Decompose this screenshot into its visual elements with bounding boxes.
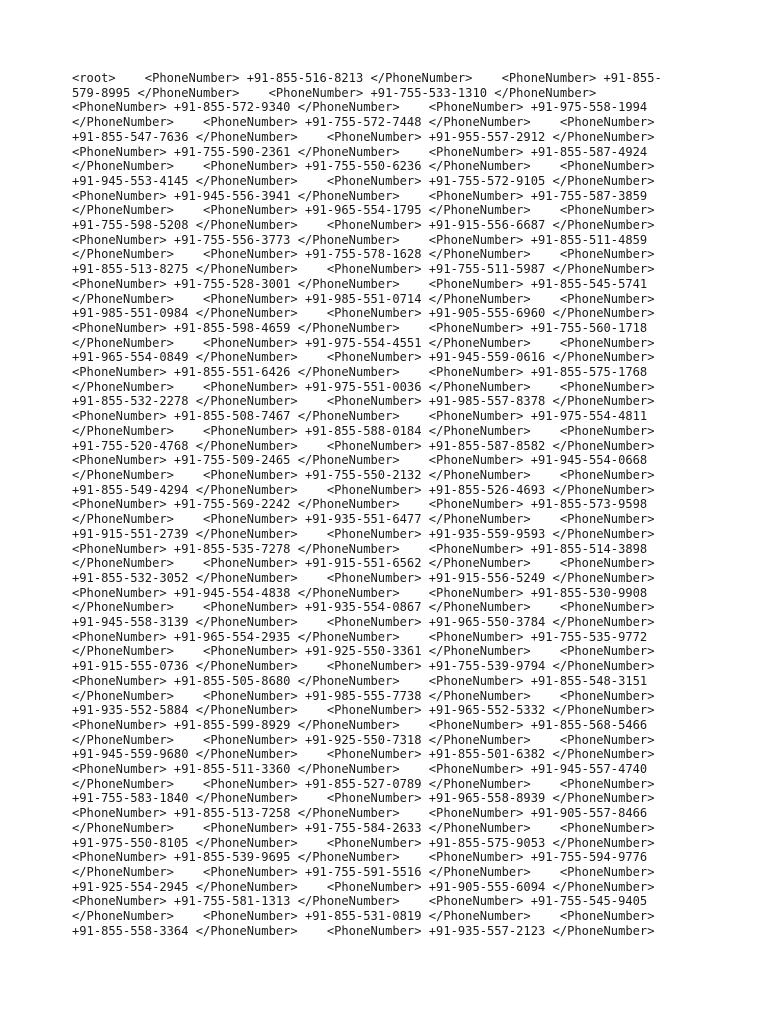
text-line: <PhoneNumber> +91-755-590-2361 </PhoneNumber> <PhoneNumber> +91-855-587-4924 [72,144,648,159]
text-line: +91-965-554-0849 </PhoneNumber> <PhoneNumber> +91-945-559-0616 </PhoneNumber> [72,350,655,365]
text-line: +91-915-551-2739 </PhoneNumber> <PhoneNumber> +91-935-559-9593 </PhoneNumber> [72,526,655,541]
text-line: <PhoneNumber> +91-855-535-7278 </PhoneNumber> <PhoneNumber> +91-855-514-3898 [72,541,648,556]
text-line: </PhoneNumber> <PhoneNumber> +91-855-531-0819 </PhoneNumber> <PhoneNumber> [72,909,655,924]
text-line: +91-935-552-5884 </PhoneNumber> <PhoneNumber> +91-965-552-5332 </PhoneNumber> [72,703,655,718]
text-line: </PhoneNumber> <PhoneNumber> +91-855-527-0789 </PhoneNumber> <PhoneNumber> [72,776,655,791]
text-line: </PhoneNumber> <PhoneNumber> +91-985-551-0714 </PhoneNumber> <PhoneNumber> [72,291,655,306]
text-line: +91-985-551-0984 </PhoneNumber> <PhoneNumber> +91-905-555-6960 </PhoneNumber> [72,306,655,321]
text-line: </PhoneNumber> <PhoneNumber> +91-925-550-3361 </PhoneNumber> <PhoneNumber> [72,644,655,659]
text-line: +91-855-547-7636 </PhoneNumber> <PhoneNumber> +91-955-557-2912 </PhoneNumber> [72,129,655,144]
text-line: <PhoneNumber> +91-965-554-2935 </PhoneNumber> <PhoneNumber> +91-755-535-9772 [72,629,648,644]
text-line: <PhoneNumber> +91-855-508-7467 </PhoneNumber> <PhoneNumber> +91-975-554-4811 [72,409,648,424]
text-line: <PhoneNumber> +91-945-554-4838 </PhoneNumber> <PhoneNumber> +91-855-530-9908 [72,585,648,600]
text-line: <PhoneNumber> +91-855-598-4659 </PhoneNumber> <PhoneNumber> +91-755-560-1718 [72,320,648,335]
text-line: <PhoneNumber> +91-855-551-6426 </PhoneNumber> <PhoneNumber> +91-855-575-1768 [72,365,648,380]
text-line: <PhoneNumber> +91-855-572-9340 </PhoneNumber> <PhoneNumber> +91-975-558-1994 [72,100,648,115]
text-line: <PhoneNumber> +91-755-556-3773 </PhoneNumber> <PhoneNumber> +91-855-511-4859 [72,232,648,247]
text-line: </PhoneNumber> <PhoneNumber> +91-975-551-0036 </PhoneNumber> <PhoneNumber> [72,379,655,394]
text-line: <PhoneNumber> +91-755-581-1313 </PhoneNumber> <PhoneNumber> +91-755-545-9405 [72,894,648,909]
text-line: </PhoneNumber> <PhoneNumber> +91-855-588-0184 </PhoneNumber> <PhoneNumber> [72,423,655,438]
text-line: +91-925-554-2945 </PhoneNumber> <PhoneNumber> +91-905-555-6094 </PhoneNumber> [72,879,655,894]
text-line: <PhoneNumber> +91-855-511-3360 </PhoneNumber> <PhoneNumber> +91-945-557-4740 [72,762,648,777]
text-line: </PhoneNumber> <PhoneNumber> +91-755-578-1628 </PhoneNumber> <PhoneNumber> [72,247,655,262]
text-line: +91-855-549-4294 </PhoneNumber> <PhoneNumber> +91-855-526-4693 </PhoneNumber> [72,482,655,497]
text-line: </PhoneNumber> <PhoneNumber> +91-935-554-0867 </PhoneNumber> <PhoneNumber> [72,600,655,615]
text-line: </PhoneNumber> <PhoneNumber> +91-915-551-6562 </PhoneNumber> <PhoneNumber> [72,556,655,571]
text-line: <PhoneNumber> +91-755-528-3001 </PhoneNumber> <PhoneNumber> +91-855-545-5741 [72,276,648,291]
text-line: +91-855-513-8275 </PhoneNumber> <PhoneNumber> +91-755-511-5987 </PhoneNumber> [72,262,655,277]
text-line: +91-855-558-3364 </PhoneNumber> <PhoneNumber> +91-935-557-2123 </PhoneNumber> [72,923,655,938]
text-line: </PhoneNumber> <PhoneNumber> +91-755-572-7448 </PhoneNumber> <PhoneNumber> [72,115,655,130]
text-line: +91-755-583-1840 </PhoneNumber> <PhoneNumber> +91-965-558-8939 </PhoneNumber> [72,791,655,806]
text-line: +91-945-558-3139 </PhoneNumber> <PhoneNumber> +91-965-550-3784 </PhoneNumber> [72,615,655,630]
text-line: </PhoneNumber> <PhoneNumber> +91-935-551-6477 </PhoneNumber> <PhoneNumber> [72,512,655,527]
text-line: 579-8995 </PhoneNumber> <PhoneNumber> +91-755-533-1310 </PhoneNumber> [72,85,597,100]
text-line: <PhoneNumber> +91-755-509-2465 </PhoneNumber> <PhoneNumber> +91-945-554-0668 [72,453,648,468]
text-line: +91-945-559-9680 </PhoneNumber> <PhoneNumber> +91-855-501-6382 </PhoneNumber> [72,747,655,762]
text-line: +91-855-532-3052 </PhoneNumber> <PhoneNumber> +91-915-556-5249 </PhoneNumber> [72,570,655,585]
text-line: +91-755-520-4768 </PhoneNumber> <PhoneNumber> +91-855-587-8582 </PhoneNumber> [72,438,655,453]
text-line: <PhoneNumber> +91-755-569-2242 </PhoneNumber> <PhoneNumber> +91-855-573-9598 [72,497,648,512]
text-line: </PhoneNumber> <PhoneNumber> +91-925-550-7318 </PhoneNumber> <PhoneNumber> [72,732,655,747]
text-line: <PhoneNumber> +91-855-505-8680 </PhoneNumber> <PhoneNumber> +91-855-548-3151 [72,673,648,688]
text-line: </PhoneNumber> <PhoneNumber> +91-755-591-5516 </PhoneNumber> <PhoneNumber> [72,864,655,879]
text-line: </PhoneNumber> <PhoneNumber> +91-965-554-1795 </PhoneNumber> <PhoneNumber> [72,203,655,218]
text-line: <PhoneNumber> +91-945-556-3941 </PhoneNumber> <PhoneNumber> +91-755-587-3859 [72,188,648,203]
text-line: <PhoneNumber> +91-855-513-7258 </PhoneNumber> <PhoneNumber> +91-905-557-8466 [72,806,648,821]
text-line: +91-755-598-5208 </PhoneNumber> <PhoneNumber> +91-915-556-6687 </PhoneNumber> [72,218,655,233]
text-line: +91-915-555-0736 </PhoneNumber> <PhoneNumber> +91-755-539-9794 </PhoneNumber> [72,659,655,674]
text-line: +91-855-532-2278 </PhoneNumber> <PhoneNumber> +91-985-557-8378 </PhoneNumber> [72,394,655,409]
text-line: <PhoneNumber> +91-855-599-8929 </PhoneNumber> <PhoneNumber> +91-855-568-5466 [72,717,648,732]
text-line: +91-945-553-4145 </PhoneNumber> <PhoneNumber> +91-755-572-9105 </PhoneNumber> [72,173,655,188]
text-line: </PhoneNumber> <PhoneNumber> +91-755-550-6236 </PhoneNumber> <PhoneNumber> [72,159,655,174]
text-line: </PhoneNumber> <PhoneNumber> +91-985-555-7738 </PhoneNumber> <PhoneNumber> [72,688,655,703]
xml-text-block [72,71,662,938]
text-line: </PhoneNumber> <PhoneNumber> +91-755-584-2633 </PhoneNumber> <PhoneNumber> [72,820,655,835]
text-line: </PhoneNumber> <PhoneNumber> +91-755-550-2132 </PhoneNumber> <PhoneNumber> [72,467,655,482]
text-line: <root> <PhoneNumber> +91-855-516-8213 </PhoneNumber> <PhoneNumber> +91-855- [72,71,662,85]
text-line: </PhoneNumber> <PhoneNumber> +91-975-554-4551 </PhoneNumber> <PhoneNumber> [72,335,655,350]
text-line: +91-975-550-8105 </PhoneNumber> <PhoneNumber> +91-855-575-9053 </PhoneNumber> [72,835,655,850]
text-line: <PhoneNumber> +91-855-539-9695 </PhoneNumber> <PhoneNumber> +91-755-594-9776 [72,850,648,865]
